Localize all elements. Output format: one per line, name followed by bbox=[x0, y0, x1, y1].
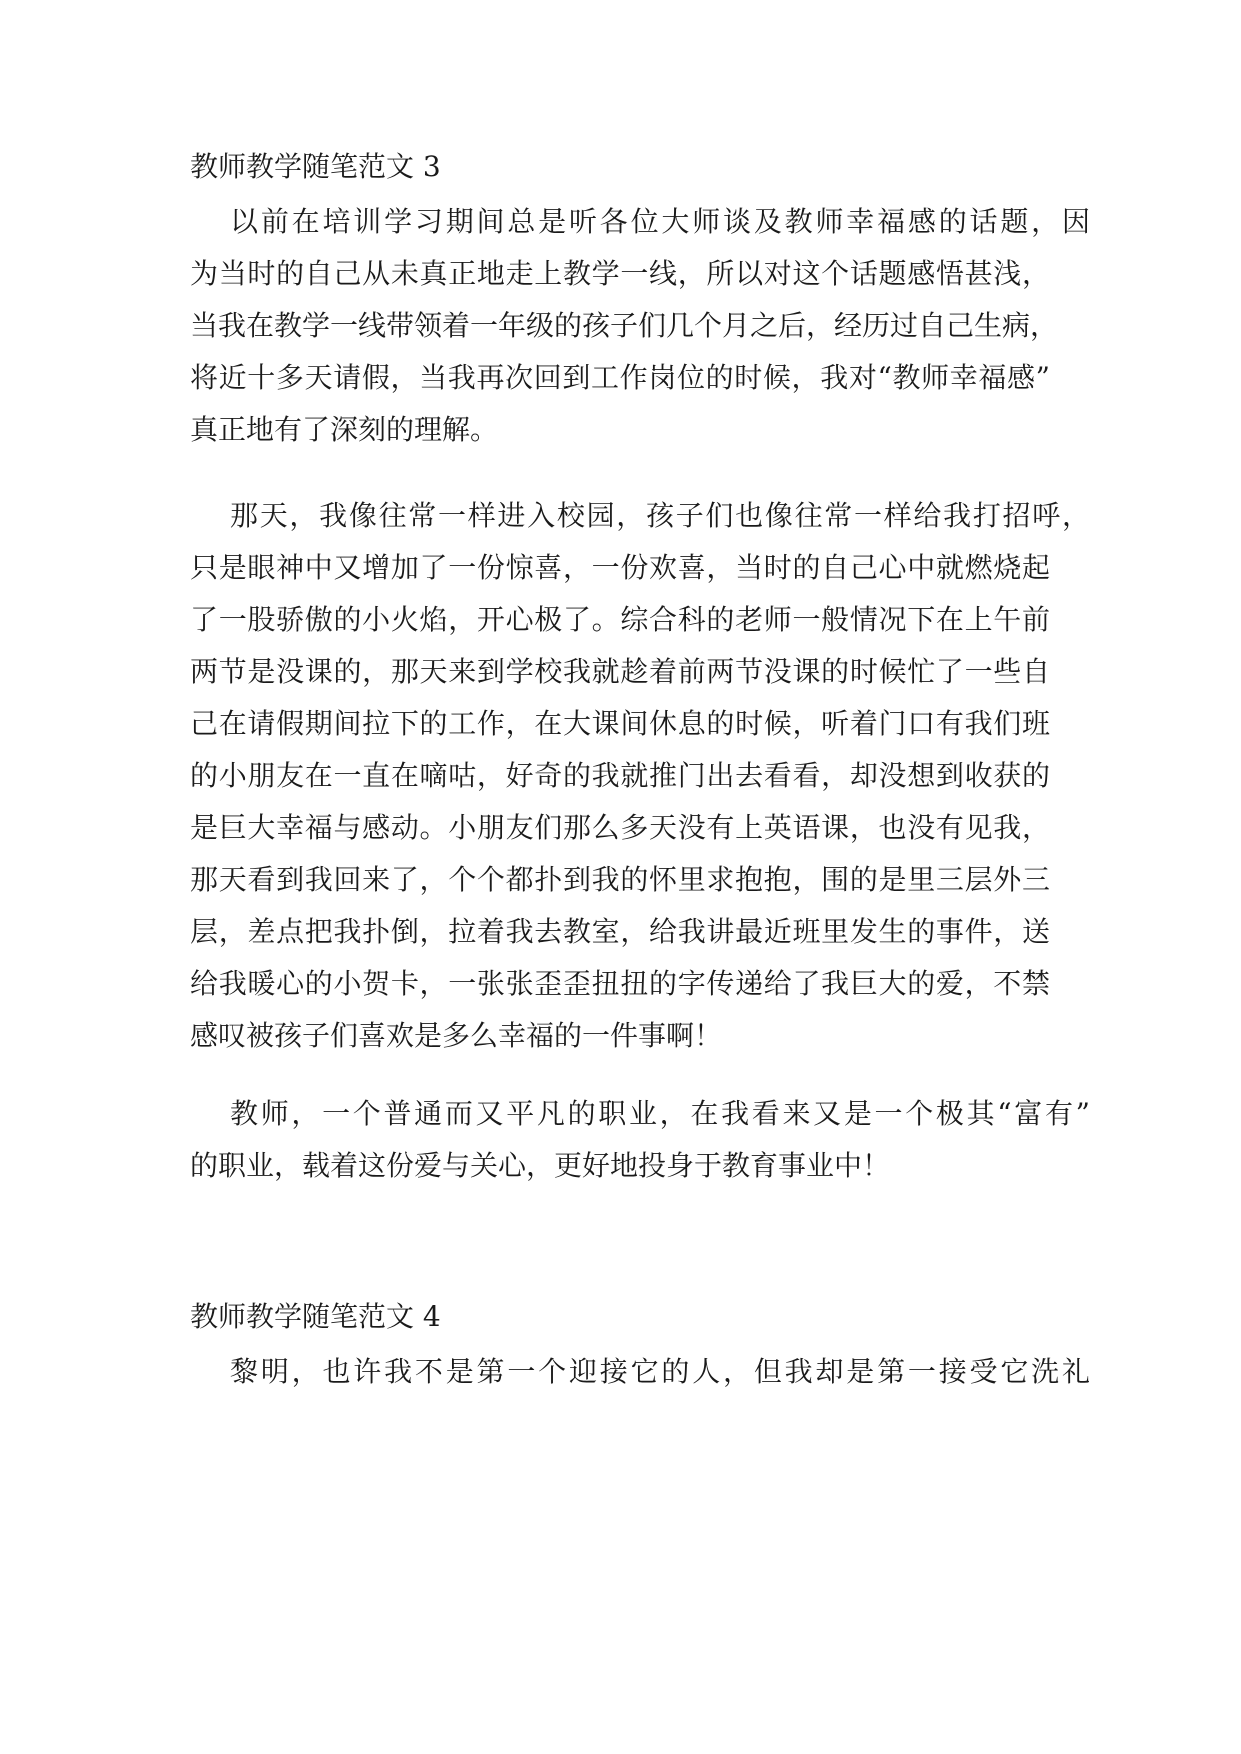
text-line: 层，差点把我扑倒，拉着我去教室，给我讲最近班里发生的事件，送 bbox=[190, 915, 1050, 948]
text-line: 给我暖心的小贺卡，一张张歪歪扭扭的字传递给了我巨大的爱，不禁 bbox=[190, 967, 1050, 1000]
text-line: 将近十多天请假，当我再次回到工作岗位的时候，我对“教师幸福感” bbox=[190, 361, 1050, 394]
text-line: 是巨大幸福与感动。小朋友们那么多天没有上英语课，也没有见我， bbox=[190, 811, 1050, 844]
text-line: 只是眼神中又增加了一份惊喜，一份欢喜，当时的自己心中就燃烧起 bbox=[190, 551, 1050, 584]
section-heading: 教师教学随笔范文 3 bbox=[190, 150, 441, 183]
text-line: 那天，我像往常一样进入校园，孩子们也像往常一样给我打招呼， bbox=[230, 499, 1090, 532]
paragraph bbox=[190, 1346, 1090, 1398]
text-line: 那天看到我回来了，个个都扑到我的怀里求抱抱，围的是里三层外三 bbox=[190, 863, 1050, 896]
text-line: 教师，一个普通而又平凡的职业，在我看来又是一个极其“富有” bbox=[230, 1097, 1090, 1130]
text-line: 黎明，也许我不是第一个迎接它的人，但我却是第一接受它洗礼 bbox=[230, 1355, 1090, 1388]
text-line: 感叹被孩子们喜欢是多么幸福的一件事啊！ bbox=[190, 1019, 723, 1052]
paragraph bbox=[190, 1088, 1090, 1192]
text-line: 两节是没课的，那天来到学校我就趁着前两节没课的时候忙了一些自 bbox=[190, 655, 1050, 688]
text-line: 的职业，载着这份爱与关心，更好地投身于教育事业中！ bbox=[190, 1149, 891, 1182]
text-line: 为当时的自己从未真正地走上教学一线，所以对这个话题感悟甚浅， bbox=[190, 257, 1050, 290]
text-line: 己在请假期间拉下的工作，在大课间休息的时候，听着门口有我们班 bbox=[190, 707, 1050, 740]
text-line: 当我在教学一线带领着一年级的孩子们几个月之后，经历过自己生病， bbox=[190, 309, 1059, 342]
text-line: 真正地有了深刻的理解。 bbox=[190, 413, 499, 446]
section-heading: 教师教学随笔范文 4 bbox=[190, 1300, 441, 1333]
paragraph bbox=[190, 490, 1090, 1062]
text-line: 了一股骄傲的小火焰，开心极了。综合科的老师一般情况下在上午前 bbox=[190, 603, 1050, 636]
text-line: 以前在培训学习期间总是听各位大师谈及教师幸福感的话题，因 bbox=[230, 205, 1090, 238]
text-line: 的小朋友在一直在嘀咕，好奇的我就推门出去看看，却没想到收获的 bbox=[190, 759, 1050, 792]
paragraph bbox=[190, 196, 1090, 456]
